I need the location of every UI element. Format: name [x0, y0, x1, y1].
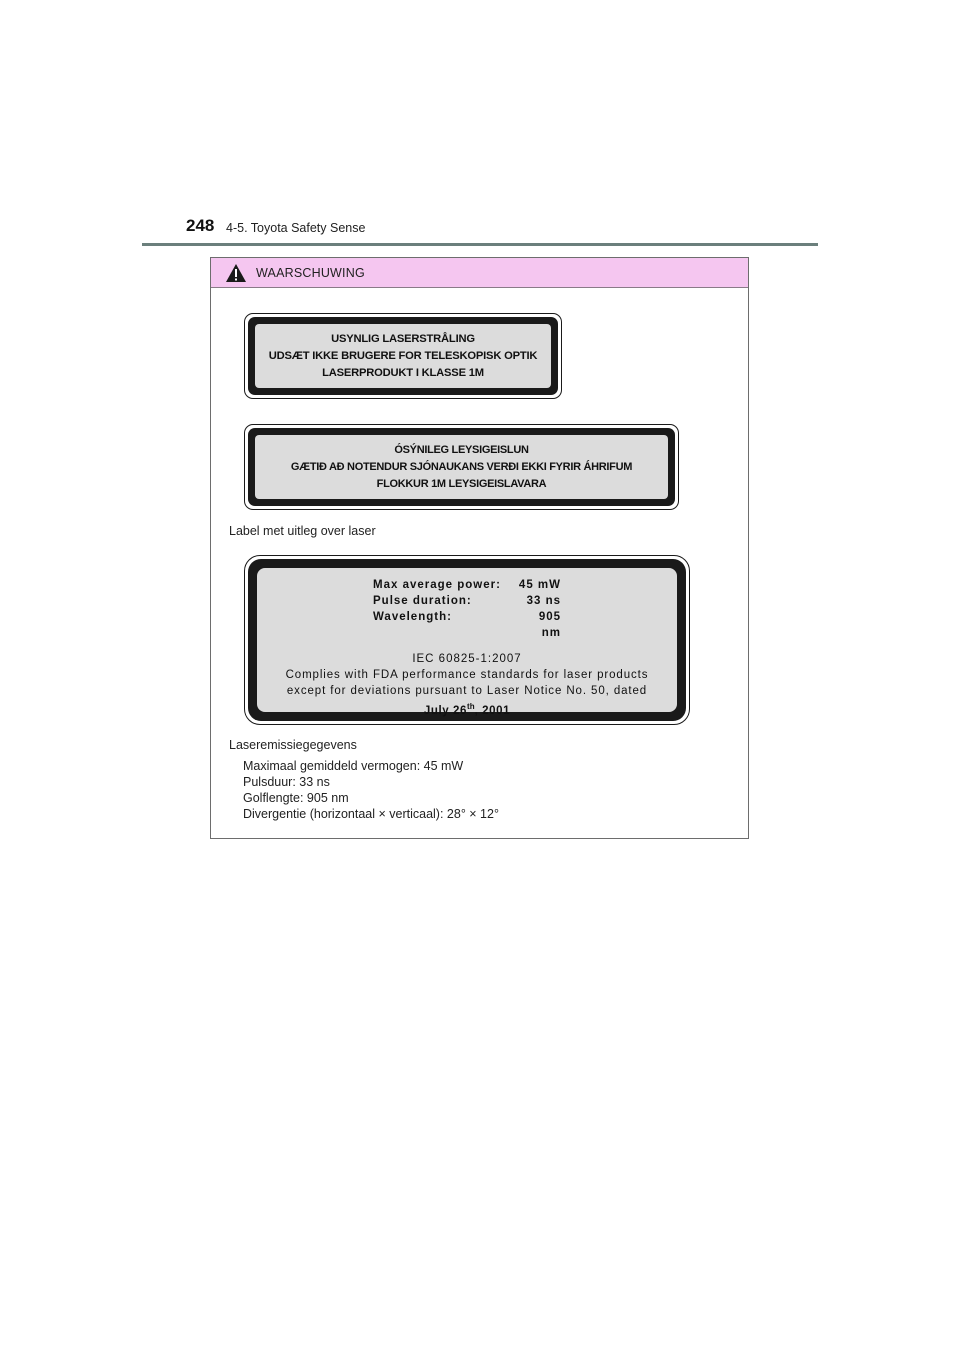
label-caption: Label met uitleg over laser — [229, 524, 376, 538]
list-item: Maximaal gemiddeld vermogen: 45 mW — [243, 759, 464, 773]
spec-row — [373, 609, 561, 641]
spec-table — [373, 577, 561, 641]
laser-label-icelandic — [244, 424, 679, 510]
emission-data-list — [243, 758, 499, 822]
header-divider — [142, 243, 818, 246]
label-line: ÓSÝNILEG LEYSIGEISLUN — [394, 443, 529, 456]
spec-label: Max average power: — [373, 579, 501, 591]
compliance-line: except for deviations pursuant to Laser Notice No. 50, dated — [286, 685, 648, 697]
laser-label-english — [244, 555, 690, 725]
spec-row — [373, 577, 561, 593]
label-line: UDSÆT IKKE BRUGERE FOR TELESKOPISK OPTIK — [268, 349, 538, 362]
warning-triangle-icon — [225, 263, 247, 283]
warning-box — [210, 257, 749, 839]
spec-row — [373, 593, 561, 609]
label-line: LASERPRODUKT I KLASSE 1M — [322, 366, 484, 379]
laser-label-danish — [244, 313, 562, 399]
standard-line: IEC 60825-1:2007 — [412, 653, 522, 665]
section-title: 4-5. Toyota Safety Sense — [226, 221, 366, 235]
list-item: Golflengte: 905 nm — [243, 791, 349, 805]
emission-caption: Laseremissiegegevens — [229, 738, 357, 752]
date-line: July 26th, 2001 — [423, 702, 511, 717]
list-item: Pulsduur: 33 ns — [243, 775, 330, 789]
page-number: 248 — [186, 216, 215, 235]
spec-label: Pulse duration: — [373, 595, 472, 607]
label-line: GÆTIÐ AÐ NOTENDUR SJÓNAUKANS VERÐI EKKI FYRIR ÁHRIFUM — [290, 460, 633, 473]
label-line: USYNLIG LASERSTRÅLING — [331, 332, 475, 345]
spec-value: 905 nm — [538, 611, 561, 639]
compliance-line: Complies with FDA performance standards for laser products — [285, 669, 649, 681]
spec-value: 45 mW — [518, 579, 561, 591]
list-item: Divergentie (horizontaal × verticaal): 28° × 12° — [243, 807, 499, 821]
label-line: FLOKKUR 1M LEYSIGEISLAVARA — [376, 477, 547, 490]
spec-label: Wavelength: — [373, 611, 452, 623]
warning-title: WAARSCHUWING — [256, 265, 365, 280]
spec-value: 33 ns — [526, 595, 561, 607]
warning-header — [211, 258, 748, 288]
